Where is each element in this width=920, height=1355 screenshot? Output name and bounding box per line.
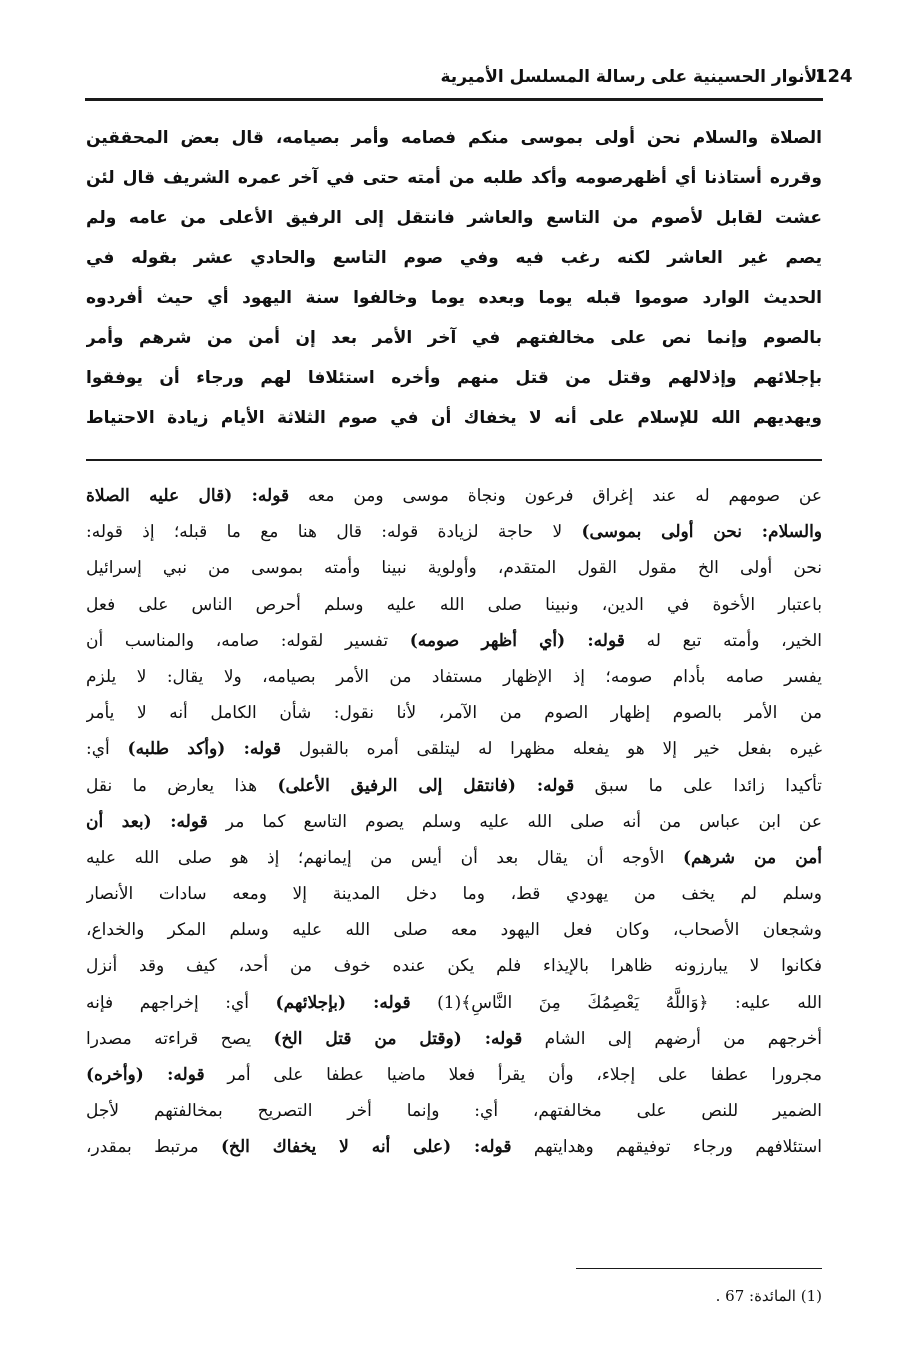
main-text-line: يصم غير العاشر لكنه رغب فيه وفي صوم التاسع والحادي عشر بقوله في — [86, 248, 822, 268]
commentary-segment: عن ابن عباس من أنه صلى الله عليه وسلم يصوم التاسع كما مر — [207, 811, 822, 832]
header-divider — [85, 98, 823, 101]
main-text-line: بالصوم وإنما نص على مخالفتهم في آخر الأمر بعد إن أمن من شرهم وأمر — [86, 328, 822, 348]
commentary-quote: قوله: (وقتل من قتل الخ) — [273, 1028, 523, 1049]
commentary-line — [86, 514, 822, 550]
commentary-quote: قوله: (بإجلائهم) — [275, 992, 411, 1013]
commentary-segment: عن صومهم له عند إغراق فرعون ونجاة موسى ومن معه — [289, 486, 822, 506]
main-text — [86, 118, 822, 438]
commentary-segment: باعتبار الأخوة في الدين، ونبينا صلى الله عليه وسلم أحرص الناس على فعل — [86, 594, 822, 615]
running-header — [85, 62, 853, 100]
main-text-line: عشت لقابل لأصوم من التاسع والعاشر فانتقل إلى الرفيق الأعلى من عامه ولم — [86, 208, 822, 228]
commentary-segment: من الأمر بالصوم إظهار الصوم من الآمر، لأنا نقول: شأن الكامل أنه لا يأمر — [86, 703, 822, 724]
page-number: 124 — [815, 66, 853, 87]
commentary-segment: فكانوا لا يبارزونه ظاهرا بالإيذاء فلم يكن عنده خوف من أحد، كيف وقد أنزل — [86, 956, 822, 977]
commentary-line — [86, 695, 822, 731]
commentary-segment: يفسر صامه بأدام صومه؛ إذ الإظهار مستفاد من الأمر بصيامه، ولا يقال: لا يلزم — [86, 666, 822, 687]
commentary-line — [86, 587, 822, 623]
commentary-line — [86, 1057, 822, 1093]
commentary-segment: الضمير للنص على مخالفتهم، أي: وإنما أخر التصريح بمخالفتهم لأجل — [86, 1101, 822, 1122]
commentary-quote: قوله: (وأخره) — [86, 1065, 205, 1085]
commentary-line — [86, 1093, 822, 1129]
commentary-quote: قوله: (وأكد طلبه) — [127, 739, 282, 760]
commentary-segment: هذا يعارض ما نقل — [86, 775, 278, 796]
header-title: الأنوار الحسينية على رسالة المسلسل الأميرية — [440, 67, 823, 87]
commentary-segment: أي: إخراجهم فإنه — [86, 992, 276, 1013]
commentary-line — [86, 550, 822, 586]
main-text-line: ويهديهم الله للإسلام على أنه لا يخفاك أن في صوم الثلاثة الأيام زيادة الاحتياط — [86, 408, 822, 428]
commentary-line — [86, 948, 822, 984]
footnote-divider — [576, 1268, 822, 1269]
commentary-segment: لا حاجة لزيادة قوله: قال هنا مع ما قبله؛ إذ قوله: — [86, 522, 582, 543]
commentary-line — [86, 876, 822, 912]
main-text-line: وقرره أستاذنا أي أظهرصومه وأكد طلبه من أمته حتى في آخر عمره الشريف قال لئن — [86, 168, 822, 188]
commentary-line — [86, 985, 822, 1021]
main-text-line: الحديث الوارد صوموا قبله يوما وبعده يوما وخالفوا سنة اليهود أي حيث أفردوه — [86, 288, 822, 308]
commentary-quote: قوله: (فانتقل إلى الرفيق الأعلى) — [277, 775, 575, 796]
commentary-quote: أمن من شرهم) — [683, 847, 822, 868]
commentary-line — [86, 623, 822, 659]
commentary-quote: والسلام: نحن أولى بموسى) — [581, 522, 822, 543]
commentary-quote: قوله: (أي أظهر صومه) — [409, 630, 625, 651]
footnote: (1) المائدة: 67 . — [715, 1287, 822, 1305]
commentary-line — [86, 840, 822, 876]
commentary-line — [86, 804, 822, 840]
commentary-line — [86, 659, 822, 695]
commentary-line — [86, 478, 822, 514]
commentary-segment: أخرجهم من أرضهم إلى الشام — [522, 1028, 822, 1049]
commentary-line — [86, 1021, 822, 1057]
commentary-segment: غيره بفعل خير إلا هو يفعله مظهرا له ليتلقى أمره بالقبول — [281, 739, 822, 760]
commentary-segment: تفسير لقوله: صامه، والمناسب أن — [86, 630, 410, 651]
commentary-quote: قوله: (على أنه لا يخفاك الخ) — [220, 1137, 512, 1158]
commentary-segment: مرتبط بمقدر، — [86, 1137, 221, 1158]
main-text-line: بإجلائهم وإذلالهم وقتل من قتل منهم وأخره استئلافا لهم ورجاء أن يوفقوا — [86, 368, 822, 388]
commentary-line — [86, 731, 822, 767]
commentary-line — [86, 768, 822, 804]
section-divider — [86, 459, 822, 461]
commentary-segment: أي: — [86, 739, 128, 760]
commentary-segment: وسلم لم يخف من يهودي قط، وما دخل المدينة إلا ومعه سادات الأنصار — [86, 884, 822, 905]
commentary-line — [86, 1129, 822, 1165]
commentary-segment: وشجعان الأصحاب، وكان فعل اليهود معه صلى الله عليه وسلم المكر والخداع، — [86, 920, 822, 941]
commentary-segment: (1) — [410, 992, 462, 1013]
commentary-segment: الأوجه أن يقال بعد أن أيس من إيمانهم؛ إذ هو صلى الله عليه — [86, 847, 683, 868]
commentary-segment: الله عليه: ﴿وَاللَّهُ يَعْصِمُكَ مِنَ النَّاسِ﴾ — [461, 992, 822, 1013]
commentary-segment: يصح قراءته مصدرا — [86, 1028, 274, 1049]
commentary-segment: مجرورا عطفا على إجلاء، وأن يقرأ فعلا ماضيا عطفا على أمر — [204, 1065, 822, 1085]
commentary-line — [86, 912, 822, 948]
commentary-quote: قوله: (بعد أن — [86, 811, 208, 832]
commentary-segment: الخير، وأمته تبع له — [624, 630, 822, 651]
commentary-segment: تأكيدا زائدا على ما سبق — [574, 775, 822, 796]
commentary-text — [86, 478, 822, 1166]
commentary-segment: استئلافهم ورجاء توفيقهم وهدايتهم — [511, 1137, 822, 1158]
commentary-segment: نحن أولى الخ مقول القول المتقدم، وأولوية نبينا وأمته بموسى من نبي إسرائيل — [86, 558, 822, 579]
main-text-line: الصلاة والسلام نحن أولى بموسى منكم فصامه وأمر بصيامه، قال بعض المحققين — [86, 128, 822, 148]
commentary-quote: قوله: (قال عليه الصلاة — [86, 486, 290, 506]
